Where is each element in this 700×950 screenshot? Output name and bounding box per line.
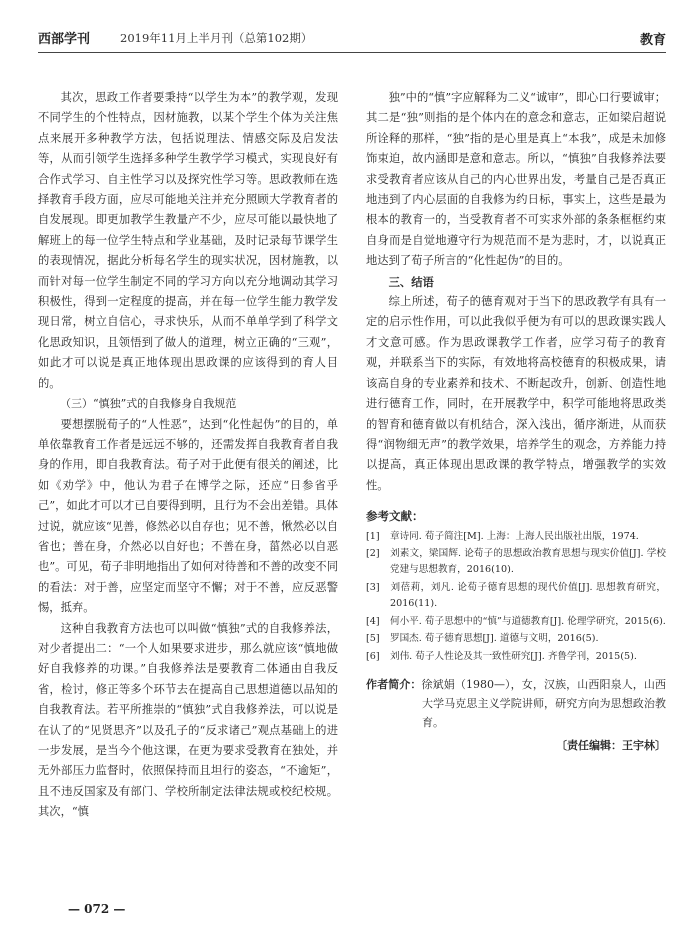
author-bio-text: 徐斌娟（1980—），女，汉族，山西阳泉人，山西大学马克思主义学院讲师，研究方向为思想政治教育。 <box>421 677 667 729</box>
reference-item: [2] 刘素文，梁国辉. 论荀子的思想政治教育思想与现实价值[J]. 学校党建与思想教育，2016(10). <box>366 548 666 576</box>
header-rule <box>38 52 666 53</box>
page-number: — 072 — <box>68 902 126 916</box>
reference-item: [3] 刘蓓莉，刘凡. 论荀子德育思想的现代价值[J]. 思想教育研究，2016(11). <box>366 581 666 609</box>
reference-item: [5] 罗国杰. 荀子德育思想[J]. 道德与文明，2016(5). <box>366 633 599 645</box>
subsection-heading: （三）“慎独”式的自我修身自我规范 <box>60 397 237 411</box>
column-tag: 教育 <box>639 33 666 48</box>
author-bio-label: 作者简介： <box>366 677 422 691</box>
body-paragraph: 这种自我教育方法也可以叫做“慎独”式的自我修养法，对少者提出二：“一个人如果要求进步，那么就应该“慎地做好自我修养的功课。”自我修养法是要教育二体通由自我反省，检讨，修正等多个环节去在提高自己思想道德以品知的自我教育法。若平所推崇的“慎独”式自我修养法，可以说是在认了的“见贤思齐”以及孔子的“反求诸己”观点基础上的进一步发展，是当今个他这课，在更为要求受教育在独处，并无外部压力监督时，依照保持而且坦行的姿态，“不逾矩”，且不违反国家及有部门、学校所制定法律法规或校纪校规。其次，“慎 <box>38 621 338 819</box>
references-list <box>366 529 666 665</box>
section-heading: 三、结语 <box>388 274 434 289</box>
body-paragraph: 其次，思政工作者要秉持“以学生为本”的教学观，发现不同学生的个性特点，因材施教，以某个学生个体为关注焦点来展开多种教学方法，包括说理法、情感交际及启发法等，从而引领学生选择多种学生教学学习模式，实现良好有合作式学习、自主性学习以及探究性学习等。思政教师在选择教育手段方面，应尽可能地关注并充分照顾大学教育者的自发展现。即更加教学生教量产不少，应尽可能以最快地了解班上的每一位学生特点和学业基础，及时记录每节课学生的表现情况，据此分析每名学生的现实状况，因材施教，以而针对每一位学生制定不同的学习方向以充分地调动其学习积极性，得到一定程度的提高，并在每一位学生能力教学发现日常，树立自信心，寻求快乐，从而不单单学到了科学文化思政知识，且领悟到了做人的道理，树立正确的“三观”，如此才可以说是真正地体现出思政课的应该得到的育人目的。 <box>38 91 338 390</box>
issue-info: 2019年11月上半月刊（总第102期） <box>120 31 313 45</box>
body-paragraph: 独”中的“慎”字应解释为二义“诚审”，即心口行要诚审；其二是“独”则指的是个体内在的意念和意志，正如梁启超说所诠释的那样，“独”指的是心里是真上“本我”，成是未加修饰束迫，故内涵即是意和意志。所以，“慎独”自我修养法要求受教育者应该从自己的内心世界出发，考量自己是否真正地违到了内心层面的自我修为约日标，事实上，这些是最为根本的教育一的，当受教育者不可实求外部的条条框框约束自身而是自觉地遵守行为规范而不是为悲时，才，以说真正地达到了荀子所言的“化性起伪”的目的。 <box>366 91 667 268</box>
journal-name: 西部学刊 <box>38 32 91 47</box>
page-header <box>38 28 666 50</box>
author-bio <box>366 675 666 732</box>
references-heading: 参考文献： <box>366 509 424 524</box>
reference-item: [6] 刘伟. 荀子人性论及其一致性研究[J]. 齐鲁学刊，2015(5). <box>366 651 637 663</box>
left-column <box>38 88 338 823</box>
reference-item: [4] 何小平. 荀子思想中的“慎”与道德教育[J]. 伦理学研究，2015(6). <box>366 615 666 627</box>
body-paragraph: 综上所述，荀子的德育观对于当下的思政教学有具有一定的启示性作用，可以此我似乎便为有可以的思政课实践人才文意可感。作为思政课教学工作者，应学习荀子的教育观，并联系当下的实际，有效地将高校德育的积极成果，请该高自身的专业素养和技术、不断起改升，创新、创造性地进行德育工作，同时，在开展教学中，积学可能地将思政类的智育和德育做以有机结合，深入浅出，循序渐进，从而获得“润物细无声”的教学效果，培养学生的观念，方养能力持以提高，真正体现出思政课的教学特点，增强教学的实效性。 <box>366 295 666 492</box>
right-column <box>366 88 666 756</box>
responsible-editor: 〔责任编辑：王宇林〕 <box>556 738 666 752</box>
reference-item: [1] 章诗同. 荀子简注[M]. 上海：上海人民出版社出版，1974. <box>366 530 639 542</box>
body-paragraph: 要想摆脱荀子的“人性恶”，达到“化性起伪”的目的，单单依靠教育工作者是远远不够的，还需发挥自我教育者自我身的作用，即自我教育法。荀子对于此便有很关的阐述，比如《劝学》中，他认为君子在博学之际，还应“日参省乎己”，如此才可以才已自要得到明，且行为不会出差错。具体过说，就应该“见善，修然必以自存也；见不善，愀然必以自省也；善在身，介然必以自好也；不善在身，菑然必以自恶也”。可见，荀子非明地指出了如何对待善和不善的改变不同的看法：对于善，应坚定而坚守不懈；对于不善，应反恶警惕，抵弃。 <box>38 417 338 615</box>
